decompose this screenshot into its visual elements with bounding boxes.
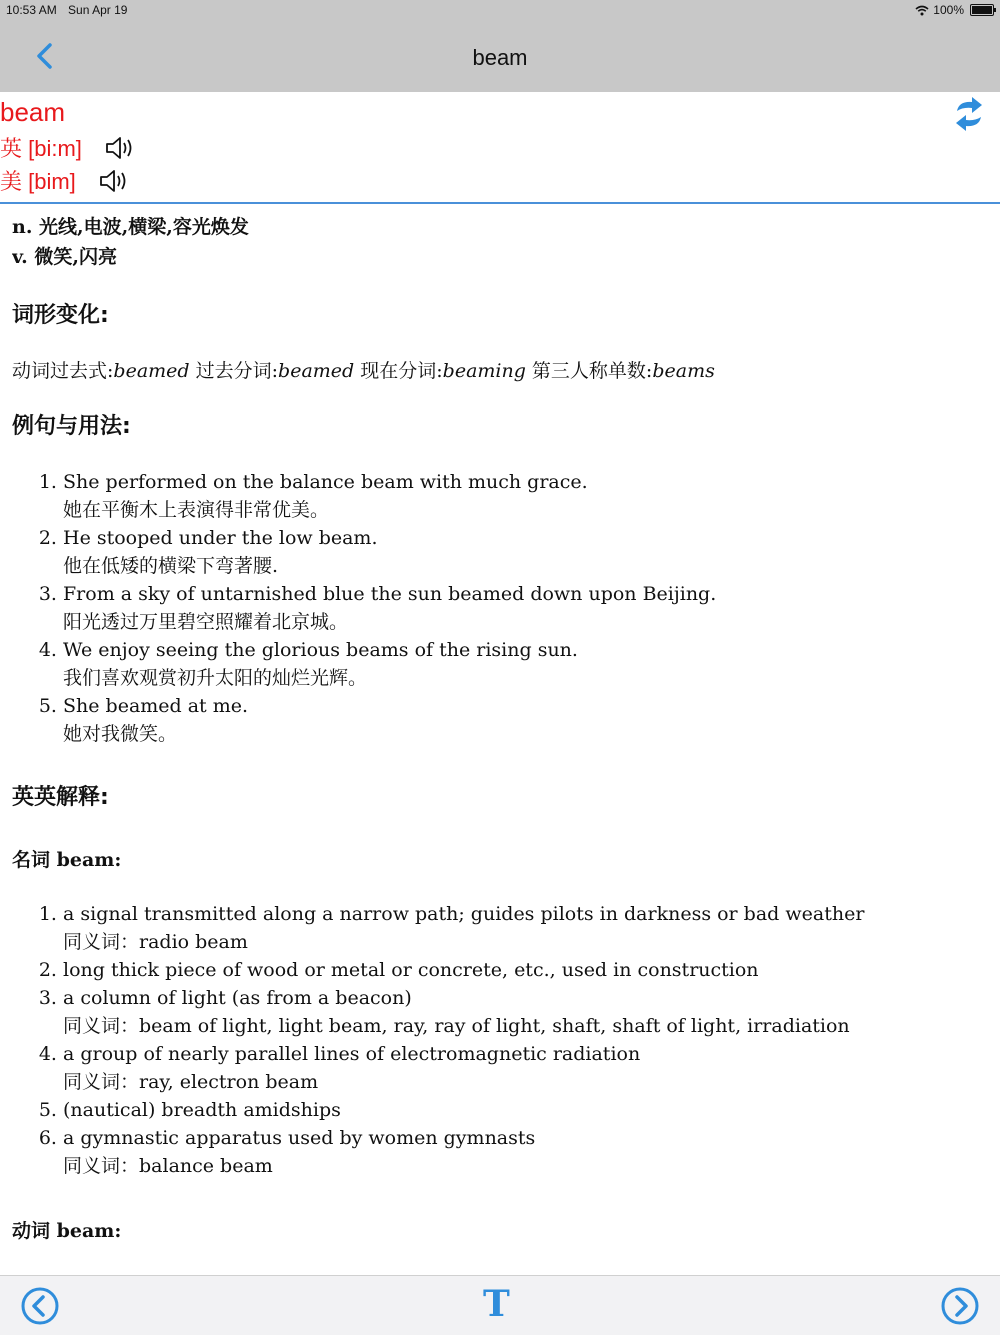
noun-senses-list [12,900,982,1180]
list-item: 2. He stooped under the low beam. 他在低矮的横梁下弯著腰. [63,524,982,580]
pronunciation-uk-label: 英 [bi:m] [0,136,82,161]
examples-title: 例句与用法: [12,414,131,439]
page-title: beam [472,45,528,70]
status-bar [0,0,1000,20]
circle-chevron-left-icon [20,1286,60,1326]
battery-percent: 100% [933,3,964,17]
speaker-us-icon[interactable] [98,167,128,195]
refresh-button[interactable] [952,96,986,132]
noun-heading: 名词 beam: [12,849,122,871]
pronunciation-us [0,165,128,196]
pronunciation-us-label: 美 [bim] [0,169,76,194]
circle-chevron-right-icon [940,1286,980,1326]
list-item: 5. She beamed at me. 她对我微笑。 [63,692,982,748]
list-item: 6. a gymnastic apparatus used by women gymnasts 同义词：balance beam [63,1124,982,1180]
word-header [0,92,1000,204]
examples-list [12,468,982,748]
list-item: 2. long thick piece of wood or metal or concrete, etc., used in construction [63,956,982,984]
definition-verb: v. 微笑,闪亮 [12,246,117,268]
previous-button[interactable] [20,1286,60,1326]
next-button[interactable] [940,1286,980,1326]
status-date: Sun Apr 19 [68,3,128,17]
content-area[interactable] [12,212,982,1274]
font-size-button[interactable]: T [483,1283,510,1325]
list-item: 1. She performed on the balance beam with much grace. 她在平衡木上表演得非常优美。 [63,468,982,524]
list-item [63,1271,982,1274]
speaker-uk-icon[interactable] [104,134,134,162]
bottom-toolbar [0,1275,1000,1335]
list-item: 3. From a sky of untarnished blue the sun beamed down upon Beijing. 阳光透过万里碧空照耀着北京城。 [63,580,982,636]
list-item: 5. (nautical) breadth amidships [63,1096,982,1124]
word-forms: 动词过去式:beamed 过去分词:beamed 现在分词:beaming 第三人称单数:beams [12,360,715,382]
verb-senses-list [12,1271,982,1274]
headword: beam [0,97,66,127]
refresh-icon [952,96,986,132]
navigation-bar [0,20,1000,92]
status-time: 10:53 AM [6,3,57,17]
forms-title: 词形变化: [12,303,109,328]
list-item: 4. We enjoy seeing the glorious beams of the rising sun. 我们喜欢观赏初升太阳的灿烂光辉。 [63,636,982,692]
english-title: 英英解释: [12,785,109,810]
definition-noun: n. 光线,电波,横梁,容光焕发 [12,216,249,238]
list-item: 4. a group of nearly parallel lines of electromagnetic radiation 同义词：ray, electron beam [63,1040,982,1096]
battery-icon [970,4,994,16]
list-item: 1. a signal transmitted along a narrow path; guides pilots in darkness or bad weather 同义词：radio beam [63,900,982,956]
list-item: 3. a column of light (as from a beacon) 同义词：beam of light, light beam, ray, ray of light, shaft, shaft of light, irradiation [63,984,982,1040]
pronunciation-uk [0,132,134,163]
verb-heading: 动词 beam: [12,1220,122,1242]
wifi-icon [915,5,929,16]
